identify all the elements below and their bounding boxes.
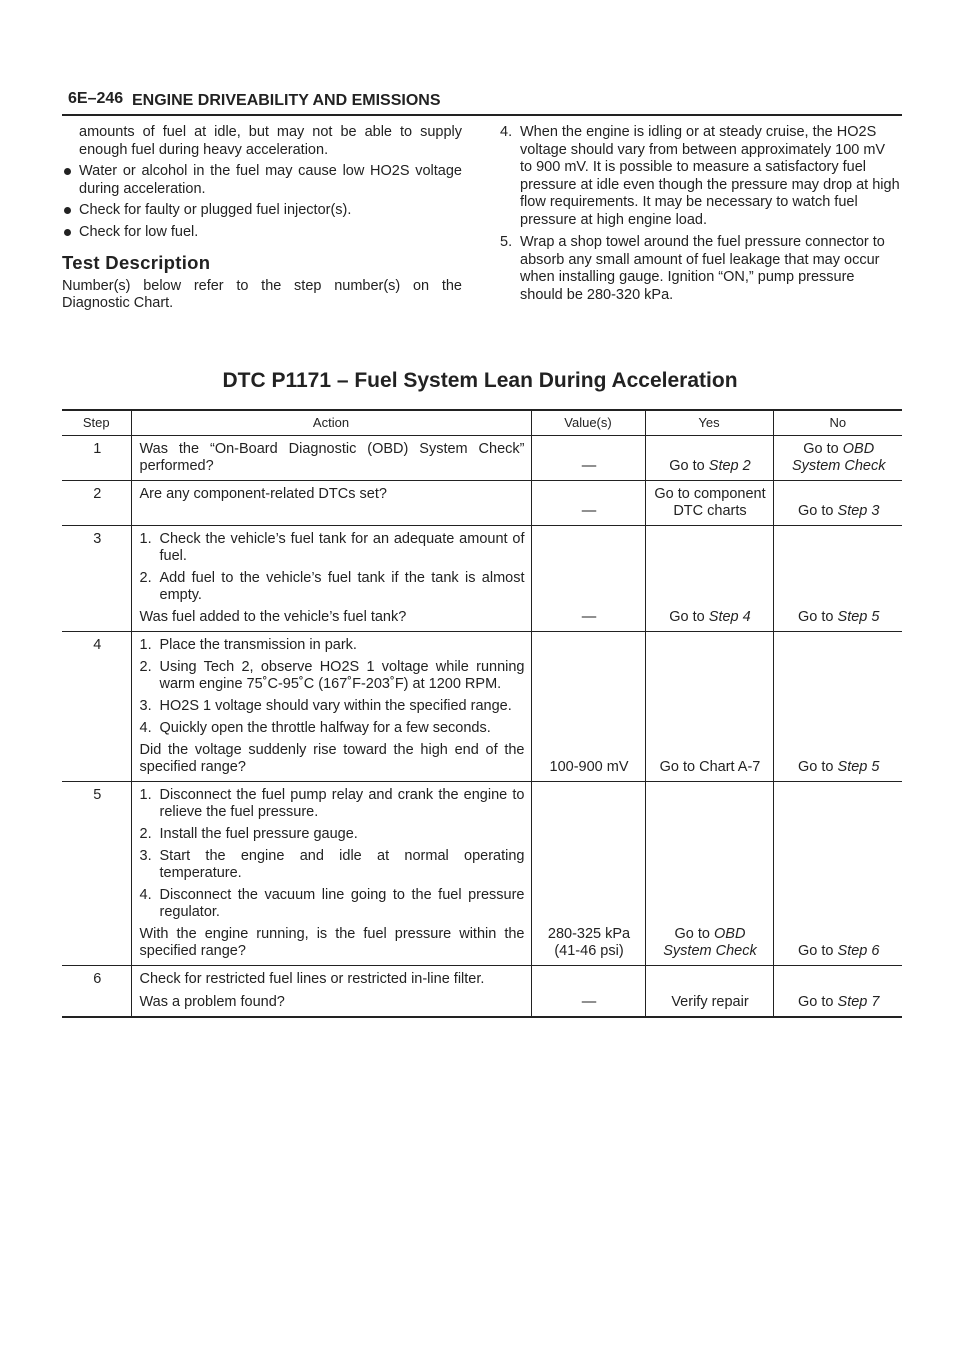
action-step-number: 1. [139, 636, 152, 653]
action-step [140, 637, 525, 654]
yes-reference: Step 4 [708, 608, 751, 625]
no-text: Go to [798, 758, 838, 775]
action-step-number: 2. [139, 658, 152, 675]
yes-text: Go to [674, 925, 715, 942]
action-question: Was fuel added to the vehicle’s fuel tank? [139, 608, 407, 625]
no-reference: Step 5 [837, 758, 880, 775]
bullet-item: Water or alcohol in the fuel may cause low HO2S voltage during acceleration. [62, 163, 462, 198]
step-number: 4 [62, 631, 131, 781]
no-cell [773, 781, 902, 965]
yes-text: Go to [669, 608, 709, 625]
action-step [140, 659, 525, 693]
action-step-number: 4. [139, 886, 152, 903]
action-step-number: 2. [139, 569, 152, 586]
chart-title: DTC P1171 – Fuel System Lean During Acceleration [222, 369, 738, 392]
yes-cell [645, 480, 773, 525]
yes-cell [645, 965, 773, 1017]
action-step [140, 848, 525, 882]
yes-cell [645, 631, 773, 781]
action-step-text: Quickly open the throttle halfway for a few seconds. [159, 719, 491, 736]
action-step [140, 787, 525, 821]
numbered-item [500, 124, 900, 229]
yes-reference: OBD System Check [663, 925, 757, 959]
no-cell [773, 435, 902, 480]
intro-text: amounts of fuel at idle, but may not be able to supply enough fuel during heavy acceleration. [79, 124, 462, 158]
step-number: 3 [62, 525, 131, 631]
action-question: Are any component-related DTCs set? [139, 485, 387, 502]
diagnostic-table [62, 409, 902, 1018]
action-question: With the engine running, is the fuel pressure within the specified range? [139, 925, 525, 959]
yes-cell [645, 781, 773, 965]
no-reference: Step 3 [837, 502, 880, 519]
action-step-text: Place the transmission in park. [159, 636, 357, 653]
column-header-action: Action [131, 410, 531, 435]
no-reference: Step 5 [837, 608, 880, 625]
value-cell: — [531, 480, 645, 525]
step-number: 2 [62, 480, 131, 525]
action-step-number: 1. [139, 786, 152, 803]
action-step-number: 4. [139, 719, 152, 736]
table-row [62, 525, 902, 631]
action-step [140, 531, 525, 565]
action-cell [131, 525, 531, 631]
yes-text: Go to component DTC charts [654, 485, 766, 519]
step-number: 1 [62, 435, 131, 480]
action-question: Did the voltage suddenly rise toward the high end of the specified range? [139, 741, 525, 775]
action-step-number: 3. [139, 697, 152, 714]
bullet-item: Check for low fuel. [62, 224, 462, 242]
action-step-text: Add fuel to the vehicle’s fuel tank if the tank is almost empty. [159, 569, 525, 603]
step-number: 6 [62, 965, 131, 1017]
table-row [62, 480, 902, 525]
no-reference: Step 7 [837, 993, 880, 1010]
action-question: Was a problem found? [139, 993, 285, 1010]
value-cell: 280-325 kPa (41-46 psi) [531, 781, 645, 965]
action-step [140, 887, 525, 921]
action-step-text: Disconnect the fuel pump relay and crank the engine to relieve the fuel pressure. [159, 786, 525, 820]
no-text: Go to [803, 440, 843, 457]
action-instruction: Check for restricted fuel lines or restricted in-line filter. [139, 970, 485, 987]
table-row [62, 631, 902, 781]
action-cell [131, 435, 531, 480]
no-text: Go to [798, 993, 838, 1010]
column-header-values: Value(s) [531, 410, 645, 435]
no-text: Go to [798, 942, 838, 959]
table-body [62, 435, 902, 1017]
action-step [140, 720, 525, 737]
action-cell [131, 781, 531, 965]
action-step-text: HO2S 1 voltage should vary within the specified range. [159, 697, 512, 714]
no-cell [773, 480, 902, 525]
action-step-text: Disconnect the vacuum line going to the fuel pressure regulator. [159, 886, 525, 920]
yes-cell [645, 435, 773, 480]
column-header-yes: Yes [645, 410, 773, 435]
column-header-step: Step [62, 410, 131, 435]
section-heading: Test Description [62, 252, 211, 273]
item-text: When the engine is idling or at steady cruise, the HO2S voltage should vary from between approximately 100 mV to 900 mV. It is possible to measure a satisfactory fuel pressure at idle even though the pressure may drop at high flow requirements. It may be necessary to watch fuel pressure at high engine load. [520, 124, 900, 228]
action-step-number: 3. [139, 847, 152, 864]
action-step [140, 826, 525, 843]
no-reference: OBD System Check [792, 440, 886, 474]
section-text: Number(s) below refer to the step number(s) on the Diagnostic Chart. [62, 277, 462, 311]
no-reference: Step 6 [837, 942, 880, 959]
no-text: Go to [798, 502, 838, 519]
no-text: Go to [798, 608, 838, 625]
action-step-text: Using Tech 2, observe HO2S 1 voltage while running warm engine 75˚C-95˚C (167˚F-203˚F) at 1200 RPM. [159, 658, 525, 692]
value-cell: — [531, 965, 645, 1017]
yes-text: Verify repair [671, 993, 749, 1010]
action-step-text: Start the engine and idle at normal operating temperature. [159, 847, 525, 881]
action-step-number: 2. [139, 825, 152, 842]
left-column [62, 124, 462, 313]
action-step [140, 570, 525, 604]
yes-text: Go to [669, 457, 709, 474]
action-step-text: Check the vehicle’s fuel tank for an adequate amount of fuel. [159, 530, 525, 564]
action-step-number: 1. [139, 530, 152, 547]
no-cell [773, 525, 902, 631]
header-rule [62, 114, 902, 116]
yes-cell [645, 525, 773, 631]
action-cell [131, 480, 531, 525]
yes-text: Go to Chart A-7 [659, 758, 761, 775]
value-cell: 100-900 mV [531, 631, 645, 781]
value-cell: — [531, 525, 645, 631]
step-number: 5 [62, 781, 131, 965]
action-step-text: Install the fuel pressure gauge. [159, 825, 358, 842]
no-cell [773, 965, 902, 1017]
no-cell [773, 631, 902, 781]
table-row [62, 781, 902, 965]
value-cell: — [531, 435, 645, 480]
column-header-no: No [773, 410, 902, 435]
running-title: ENGINE DRIVEABILITY AND EMISSIONS [132, 92, 441, 109]
action-cell [131, 965, 531, 1017]
action-question: Was the “On-Board Diagnostic (OBD) System Check” performed? [139, 440, 525, 474]
table-header-row [62, 410, 902, 435]
item-text: Wrap a shop towel around the fuel pressure connector to absorb any small amount of fuel leakage that may occur when installing gauge. Ignition “ON,” pump pressure should be 280-320 kPa. [520, 234, 885, 303]
bullet-item: Check for faulty or plugged fuel injector(s). [62, 202, 462, 220]
action-cell [131, 631, 531, 781]
item-number: 4. [500, 124, 513, 140]
action-step [140, 698, 525, 715]
yes-reference: Step 2 [708, 457, 751, 474]
numbered-item [500, 234, 900, 304]
right-column [500, 124, 900, 309]
table-row [62, 435, 902, 480]
page-number: 6E–246 [68, 90, 124, 107]
table-row [62, 965, 902, 1017]
item-number: 5. [500, 234, 513, 250]
